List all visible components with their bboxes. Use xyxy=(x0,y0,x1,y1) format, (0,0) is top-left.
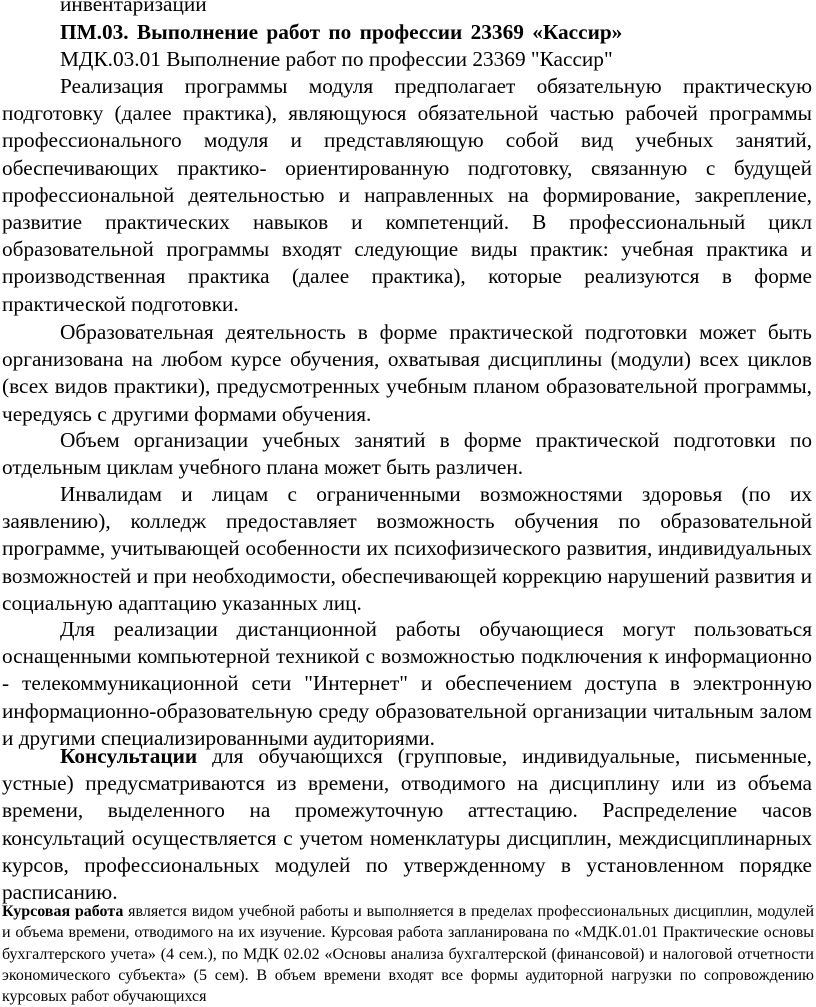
paragraph-course-work xyxy=(2,901,814,1007)
paragraph-remote-work: Для реализации дистанционной работы обучающиеся могут пользоваться оснащенными компьютерной техникой с возможностью подключения к информационно - телекоммуникационной сети "Интернет" и обеспечением доступа в электронную информационно-образовательную среду образовательной организации читальным залом и другими специализированными аудиториями. xyxy=(2,617,812,750)
paragraph-practice: Реализация программы модуля предполагает обязательную практическую подготовку (далее практика), являющуюся обязательной частью рабочей программы профессионального модуля и представляющую собой вид учебных занятий, обеспечивающих практико- ориентированную подготовку, связанную с будущей профессиональной деятельностью и направленных на формирование, закрепление, развитие практических навыков и компетенций. В профессиональный цикл образовательной программы входят следующие виды практик: учебная практика и производственная практика (далее практика), которые реализуются в форме практической подготовки. xyxy=(2,74,812,316)
consultations-term: Консультации xyxy=(60,744,198,768)
course-work-term: Курсовая работа xyxy=(2,903,124,920)
paragraph-educational-activity: Образовательная деятельность в форме практической подготовки может быть организована на любом курсе обучения, охватывая дисциплины (модули) всех циклов (всех видов практики), предусмотренных учебным планом образовательной программы, чередуясь с другими формами обучения. xyxy=(2,320,812,426)
consultations-text: для обучающихся (групповые, индивидуальные, письменные, устные) предусматриваются из времени, отводимого на дисциплину или из объема времени, выделенного на промежуточную аттестацию. Распределение часов консультаций осуществляется с учетом номенклатуры дисциплин, междисциплинарных курсов, профессиональных модулей по утвержденному в установленном порядке расписанию. xyxy=(2,744,812,905)
paragraph-disabilities: Инвалидам и лицам с ограниченными возможностями здоровья (по их заявлению), колледж предоставляет возможность обучения по образовательной программе, учитывающей особенности их психофизического развития, индивидуальных возможностей и при необходимости, обеспечивающей коррекцию нарушений развития и социальную адаптацию указанных лиц. xyxy=(2,482,812,615)
module-heading: ПМ.03. Выполнение работ по профессии 23369 «Кассир» xyxy=(60,20,623,44)
paragraph-volume: Объем организации учебных занятий в форме практической подготовки по отдельным циклам учебного плана может быть различен. xyxy=(2,428,812,480)
course-work-text: является видом учебной работы и выполняется в пределах профессиональных дисциплин, модулей и объема времени, отводимого на их изучение. Курсовая работа запланирована по «МДК.01.01 Практические основы бухгалтерского учета» (4 сем.), по МДК 02.02 «Основы анализа бухгалтерской (финансовой) и налоговой отчетности экономического субъекта» (5 сем). В объем времени входят все формы аудиторной нагрузки по сопровождению курсовых работ обучающихся xyxy=(2,903,815,1006)
top-line-text: инвентаризации xyxy=(60,0,207,16)
mdk-heading: МДК.03.01 Выполнение работ по профессии 23369 "Кассир" xyxy=(60,47,613,71)
paragraph-consultations xyxy=(2,743,812,906)
